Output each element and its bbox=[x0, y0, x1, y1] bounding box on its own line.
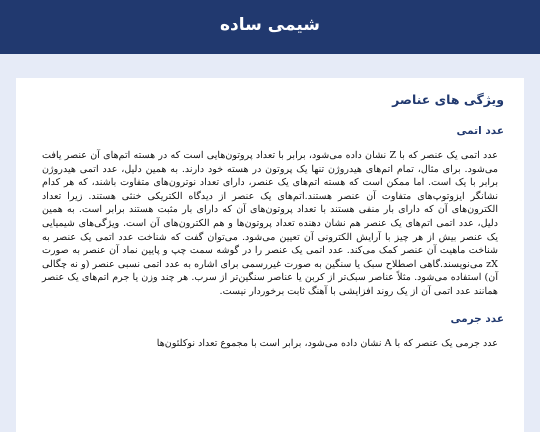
section-title: ویژگی های عناصر bbox=[392, 92, 504, 107]
app-header bbox=[0, 0, 540, 54]
article-content bbox=[16, 78, 524, 432]
mass-number-paragraph: عدد جرمی یک عنصر که با A نشان داده می‌شود، برابر است با مجموع تعداد نوکلئون‌ها bbox=[156, 337, 498, 349]
atomic-number-heading: عدد اتمی bbox=[456, 125, 504, 137]
page-title: شیمی ساده bbox=[219, 15, 321, 35]
atomic-number-paragraph: عدد اتمی یک عنصر که با Z نشان داده می‌شود، برابر با تعداد پروتون‌هایی است که در هسته اتم‌های آن عنصر یافت می‌شود. برای مثال، تمام اتم‌های هیدروژن تنها یک پروتون در هسته خود دارند. به همین دلیل، عدد اتمی هیدروژن برابر با یک است. اما ممکن است که هسته اتم‌های یک عنصر، دارای تعداد نوترون‌های متفاوت باشند، که هر کدام نشانگر ایزوتوپ‌های متفاوت آن عنصر هستند.اتم‌های یک عنصر از دیدگاه الکتریکی خنثی هستند. زیرا تعداد الکترون‌های آن که دارای بار منفی هستند با تعداد پروتون‌های آن که دارای بار مثبت هستند برابر است. به همین دلیل، عدد اتمی اتم‌های یک عنصر هم نشان دهنده تعداد پروتون‌ها و هم الکترون‌های آن است. ویژگی‌های شیمیایی یک عنصر بیش از هر چیز با آرایش الکترونی آن تعیین می‌شود. می‌توان گفت که شناخت عدد اتمی یک عنصر به شناخت ماهیت آن عنصر کمک می‌کند. عدد اتمی یک عنصر را در گوشه سمت چپ و پایین نماد آن عنصر به صورت zX می‌نویسند.گاهی اصطلاح سبک یا سنگین به صورت غیررسمی برای اشاره به عدد اتمی نسبی عنصر (و نه چگالی آن) استفاده می‌شود. مثلاً عناصر سبک‌تر از کربن یا عناصر سنگین‌تر از سرب. هر چند وزن یا جرم اتم‌های یک عنصر همانند عدد اتمی آن از یک روند افزایشی با آهنگ ثابت برخوردار نیست. bbox=[42, 150, 498, 297]
mass-number-heading: عدد جرمی bbox=[450, 312, 504, 325]
